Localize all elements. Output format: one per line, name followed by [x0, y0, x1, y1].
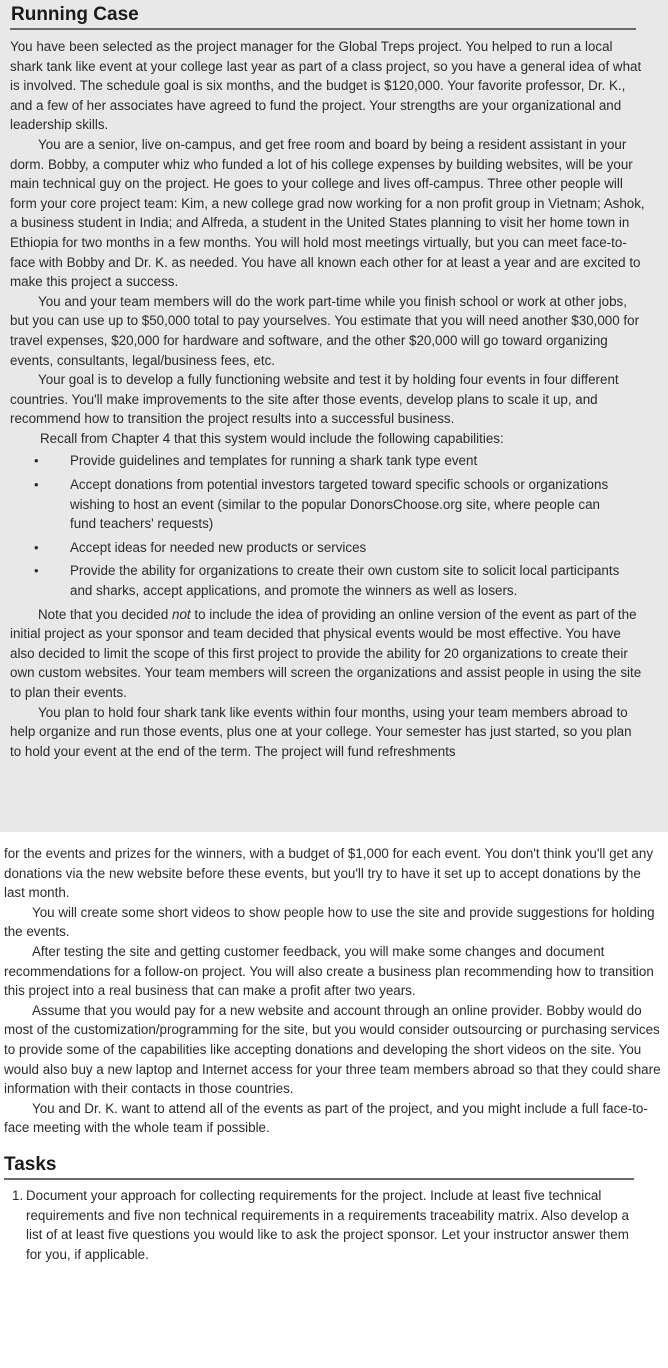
- running-case-heading: Running Case: [10, 4, 636, 30]
- task-item: [4, 1186, 664, 1264]
- case-paragraph-3: You and your team members will do the work part-time while you finish school or work at other jobs, but you can use up to $50,000 total to pay yourselves. You estimate that you will need another $30,000 for travel expenses, $20,000 for hardware and software, and the other $20,000 will go toward organizing events, consultants, legal/business fees, etc.: [10, 293, 640, 368]
- task-text: Document your approach for collecting requirements for the project. Include at least five technical requirements and five non technical requirements in a requirements traceability matrix. Also develop a list of at least five questions you would like to ask the project sponsor. Let your instructor answer them for you, if applicable.: [26, 1187, 629, 1262]
- list-item: • Provide guidelines and templates for running a shark tank type event: [10, 451, 658, 471]
- continuation-paragraph-4: Assume that you would pay for a new website and account through an online provider. Bobby would do most of the customization/programming for the site, but you would consider outsourcing or purchasing services to provide some of the capabilities like accepting donations and developing the short videos on the site. You would also buy a new laptop and Internet access for your three team members abroad so that they could share information with their contacts in those countries.: [4, 1002, 661, 1097]
- bullet-icon: •: [34, 477, 39, 493]
- capabilities-list: [10, 451, 658, 600]
- continuation-section: [0, 844, 668, 1368]
- continuation-paragraph-1: for the events and prizes for the winners, with a budget of $1,000 for each event. You don't think you'll get any donations via the new website before these events, but you'll try to have it set up to accept donations by the last month.: [4, 846, 654, 901]
- list-item: • Accept donations from potential investors targeted toward specific schools or organizations wishing to host an event (similar to the popular DonorsChoose.org site, where people can fund teachers' requests): [34, 477, 609, 532]
- case-paragraph-2: You are a senior, live on-campus, and get free room and board by being a resident assistant in your dorm. Bobby, a computer whiz who funded a lot of his college expenses by building websites, will be your main technical guy on the project. He goes to your college and lives off-campus. Three other people will form your core project team: Kim, a new college grad now working for a non profit group in Vietnam; Ashok, a business student in India; and Alfreda, a student in the United States planning to visit her home town in Ethiopia for two months in a few months. You will hold most meetings virtually, but you can meet face-to-face with Bobby and Dr. K. as needed. You have all known each other for at least a year and are excited to make this project a success.: [10, 136, 645, 290]
- task-number: 1.: [12, 1187, 24, 1203]
- case-paragraph-5: Note that you decided not to include the idea of providing an online version of the event as part of the initial project as your sponsor and team decided that physical events would be most effective. You have also decided to limit the scope of this first project to provide the ability for 20 organizations to create their own custom websites. Your team members will screen the organizations and assist people in using the site to plan their events.: [10, 606, 642, 700]
- continuation-paragraph-3: After testing the site and getting customer feedback, you will make some changes and document recommendations for a follow-on project. You will also create a business plan recommending how to transition this project into a real business that can make a profit after two years.: [4, 943, 654, 999]
- case-paragraph-1: You have been selected as the project manager for the Global Treps project. You helped to run a local shark tank like event at your college last year as part of a class project, so you have a general idea of what is involved. The schedule goal is six months, and the budget is $120,000. Your favorite professor, Dr. K., and a few of her associates have agreed to fund the project. Your strengths are your organizational and leadership skills.: [10, 39, 642, 133]
- capabilities-intro: Recall from Chapter 4 that this system would include the following capabilities:: [40, 430, 504, 446]
- bullet-icon: •: [34, 539, 39, 555]
- case-paragraph-4: Your goal is to develop a fully functioning website and test it by holding four events in four different countries. You'll make improvements to the site after those events, develop plans to scale it up, and recommend how to transition the project results into a successful business.: [10, 372, 619, 427]
- continuation-paragraph-2: You will create some short videos to show people how to use the site and provide suggestions for holding the events.: [4, 904, 655, 940]
- bullet-icon: •: [34, 563, 39, 579]
- continuation-paragraph-5: You and Dr. K. want to attend all of the events as part of the project, and you might include a full face-to-face meeting with the whole team if possible.: [4, 1100, 648, 1136]
- case-paragraph-6: You plan to hold four shark tank like events within four months, using your team members abroad to help organize and run those events, plus one at your college. Your semester has just started, so you plan to hold your event at the end of the term. The project will fund refreshments: [10, 704, 632, 759]
- list-item: • Accept ideas for needed new products or services: [10, 538, 658, 558]
- tasks-heading: Tasks: [4, 1154, 634, 1180]
- tasks-list: [4, 1186, 664, 1264]
- list-item: • Provide the ability for organizations to create their own custom site to solicit local participants and sharks, accept applications, and promote the winners as well as losers.: [34, 563, 620, 599]
- bullet-icon: •: [34, 453, 39, 469]
